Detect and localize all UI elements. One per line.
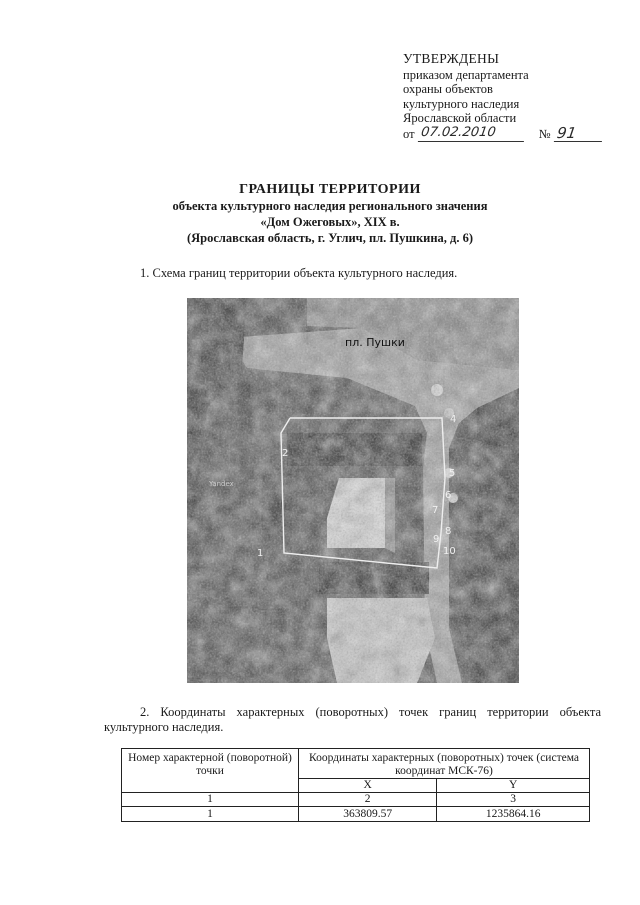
header-y: Y xyxy=(437,779,590,793)
territory-map xyxy=(187,298,519,683)
table-header-row xyxy=(122,749,590,779)
point-number-cell: 1 xyxy=(122,807,299,822)
approval-date-number xyxy=(403,123,603,142)
point-label: 4 xyxy=(450,414,457,425)
handwritten-date: 07.02.2010 xyxy=(417,126,525,142)
approval-line: культурного наследия xyxy=(403,96,520,111)
title-line: объекта культурного наследия регионального значения xyxy=(172,199,488,213)
document-title xyxy=(120,182,540,246)
date-prefix: от xyxy=(403,126,415,141)
header-point-number: Номер характерной (поворотной) точки xyxy=(122,749,299,793)
index-cell: 3 xyxy=(437,793,590,807)
approval-stamp xyxy=(403,52,603,141)
satellite-map-image xyxy=(187,298,519,683)
header-x: X xyxy=(299,779,437,793)
title-line: «Дом Ожеговых», XIX в. xyxy=(260,215,400,229)
title-main: ГРАНИЦЫ ТЕРРИТОРИИ xyxy=(239,182,421,197)
point-label: 6 xyxy=(445,490,452,501)
point-label: 9 xyxy=(433,534,440,545)
header-coordinates: Координаты характерных (поворотных) точек (система координат МСК-76) xyxy=(299,749,590,779)
x-coordinate-cell: 363809.57 xyxy=(299,807,437,822)
y-coordinate-cell: 1235864.16 xyxy=(437,807,590,822)
map-grain xyxy=(187,298,519,683)
table-row xyxy=(122,807,590,822)
approval-heading: УТВЕРЖДЕНЫ xyxy=(403,51,500,66)
map-watermark: Yandex xyxy=(209,480,234,488)
point-label: 7 xyxy=(432,505,439,516)
point-label: 5 xyxy=(449,468,456,479)
table-index-row xyxy=(122,793,590,807)
point-label: 8 xyxy=(445,526,452,537)
section-1-heading: 1. Схема границ территории объекта культурного наследия. xyxy=(140,266,458,280)
street-label: пл. Пушки xyxy=(345,336,405,349)
index-cell: 2 xyxy=(299,793,437,807)
handwritten-number: 91 xyxy=(553,126,603,142)
point-label: 2 xyxy=(282,448,289,459)
approval-line: Ярославской области xyxy=(403,111,517,125)
approval-line: приказом департамента xyxy=(403,67,529,82)
point-label: 10 xyxy=(443,546,456,557)
point-label: 1 xyxy=(257,548,264,559)
number-prefix: № xyxy=(538,126,551,141)
index-cell: 1 xyxy=(122,793,299,807)
approval-line: охраны объектов xyxy=(403,82,493,96)
section-2-heading: 2. Координаты характерных (поворотных) точек границ территории объекта культурного наследия. xyxy=(104,705,601,734)
coordinates-table xyxy=(121,748,590,822)
title-address: (Ярославская область, г. Углич, пл. Пушкина, д. 6) xyxy=(186,231,474,245)
